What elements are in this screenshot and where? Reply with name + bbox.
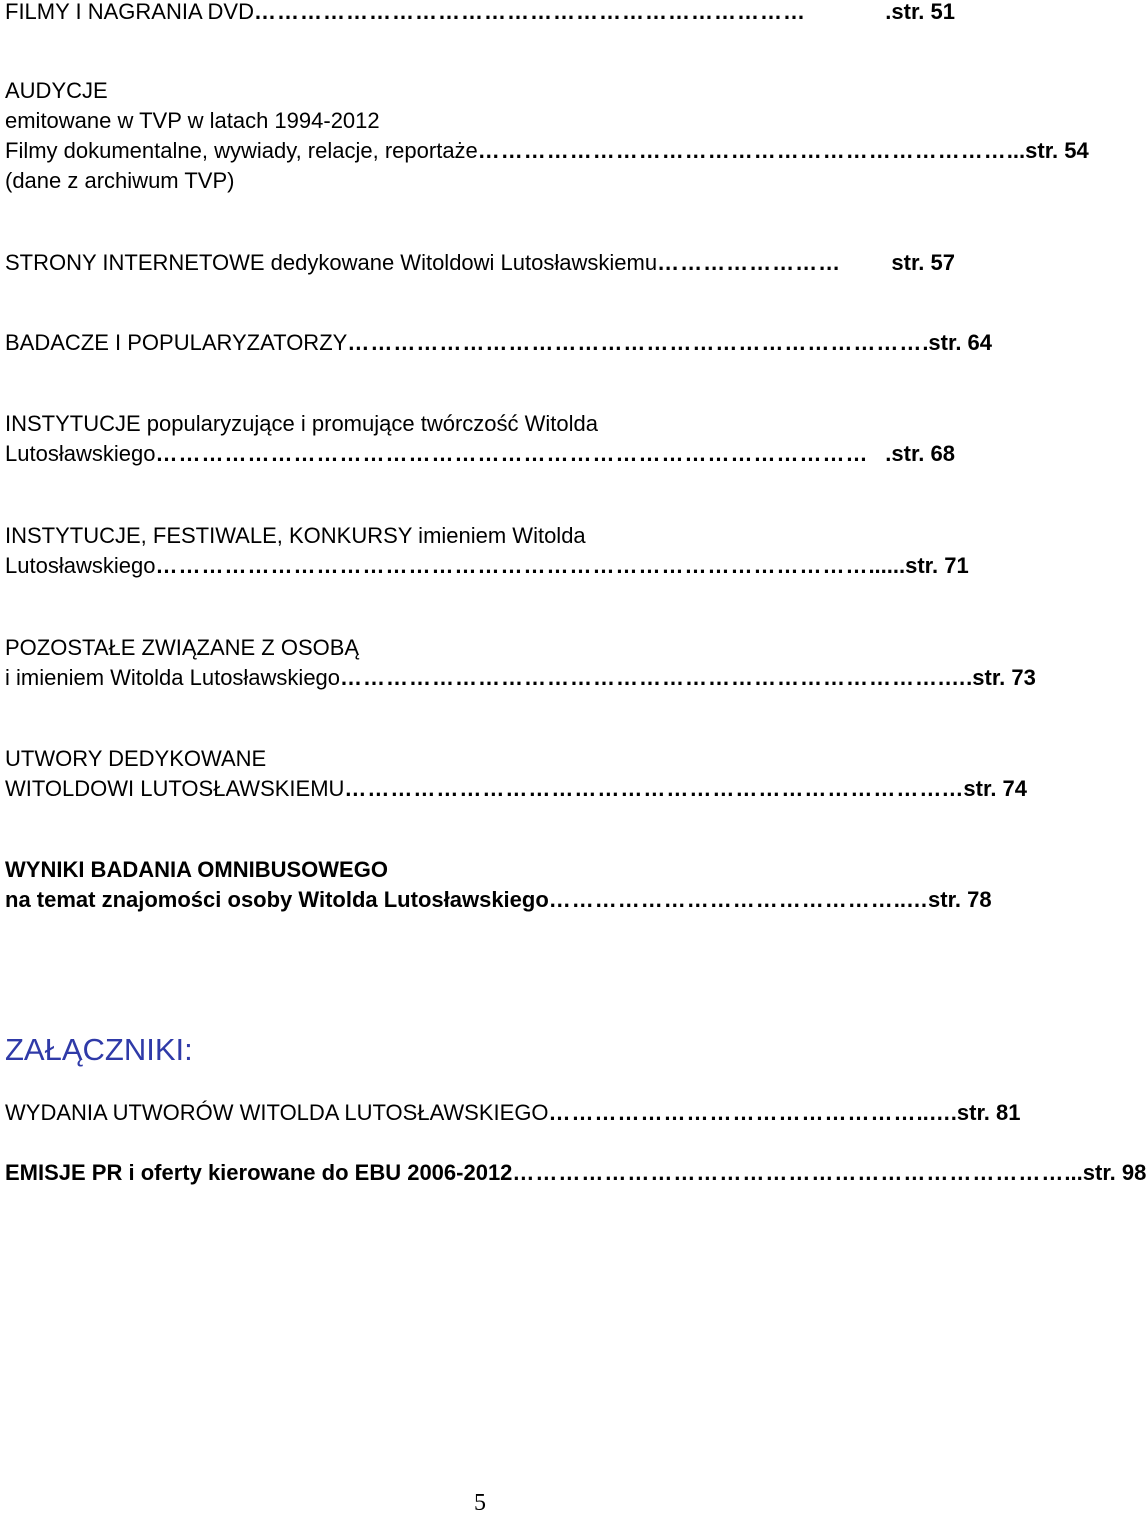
- toc-page-ref: .str. 51: [885, 0, 955, 24]
- toc-leader-dots: ……………………………………………………………………: [340, 665, 939, 690]
- toc-page-ref: str. 57: [891, 250, 955, 275]
- attachments-heading: ZAŁĄCZNIKI:: [5, 1032, 193, 1067]
- toc-entry-title: WITOLDOWI LUTOSŁAWSKIEMU: [5, 776, 345, 801]
- toc-entry-instytucje: [5, 439, 955, 469]
- toc-page-ref: ……str. 74: [919, 776, 1028, 801]
- toc-leader-dots: …………………………………………………………………………………: [155, 553, 869, 578]
- toc-entry-pozostale-title: POZOSTAŁE ZWIĄZANE Z OSOBĄ: [5, 635, 360, 660]
- toc-leader-dots: ……………………: [657, 250, 842, 275]
- toc-entry-title: FILMY I NAGRANIA DVD: [5, 0, 254, 24]
- toc-page-ref: .str. 68: [885, 441, 955, 466]
- toc-entry-audycje-title: AUDYCJE: [5, 78, 108, 103]
- attachment-entry-title: WYDANIA UTWORÓW WITOLDA LUTOSŁAWSKIEGO: [5, 1100, 549, 1125]
- attachment-entry-emisje: [5, 1158, 1146, 1188]
- toc-entry-audycje-subtitle: emitowane w TVP w latach 1994-2012: [5, 108, 380, 133]
- toc-page-ref: .….str. 73: [938, 665, 1036, 690]
- toc-page-ref: ...str. 54: [1006, 138, 1089, 163]
- attachment-entry-wydania: [5, 1098, 1021, 1128]
- toc-page-ref: ..…str. 78: [893, 887, 992, 912]
- page-number: 5: [474, 1490, 486, 1516]
- toc-entry-strony: [5, 248, 955, 278]
- toc-entry-audycje-note: (dane z archiwum TVP): [5, 168, 235, 193]
- toc-page-ref: ......str. 71: [868, 553, 969, 578]
- toc-leader-dots: …………………………………………………………………: [347, 330, 923, 355]
- toc-entry-festiwale-title: INSTYTUCJE, FESTIWALE, KONKURSY imieniem Witolda: [5, 523, 586, 548]
- toc-page-ref: .str. 64: [922, 330, 993, 355]
- toc-entry-filmy: [5, 0, 955, 27]
- toc-entry-title: Lutosławskiego: [5, 441, 156, 466]
- toc-entry-title: BADACZE I POPULARYZATORZY: [5, 330, 348, 355]
- toc-entry-title: i imieniem Witolda Lutosławskiego: [5, 665, 341, 690]
- toc-leader-dots: …………………………………………………………………………………: [155, 441, 869, 466]
- attachment-entry-title: EMISJE PR i oferty kierowane do EBU 2006-2012: [5, 1160, 513, 1185]
- toc-entry-wyniki: [5, 885, 992, 915]
- toc-leader-dots: …………………………………………: [548, 1100, 917, 1125]
- toc-leader-dots: ………………………………………………………………: [512, 1160, 1065, 1185]
- toc-leader-dots: ………………………………………………………………: [253, 0, 806, 24]
- toc-entry-badacze: [5, 328, 993, 358]
- toc-page-ref: ...str. 98: [1064, 1160, 1146, 1185]
- toc-entry-utwory: [5, 774, 1028, 804]
- toc-entry-festiwale: [5, 551, 969, 581]
- toc-entry-title: Lutosławskiego: [5, 553, 156, 578]
- toc-leader-dots: …………………………………………………………………: [344, 776, 920, 801]
- toc-entry-title: Filmy dokumentalne, wywiady, relacje, reportaże: [5, 138, 478, 163]
- toc-entry-utwory-title: UTWORY DEDYKOWANE: [5, 746, 267, 771]
- toc-leader-dots: ……………………………………………………………: [477, 138, 1007, 163]
- toc-entry-instytucje-title: INSTYTUCJE popularyzujące i promujące twórczość Witolda: [5, 411, 598, 436]
- toc-entry-audycje: [5, 136, 1089, 166]
- toc-leader-dots: ………………………………………: [548, 887, 894, 912]
- toc-entry-wyniki-title: WYNIKI BADANIA OMNIBUSOWEGO: [5, 857, 388, 882]
- toc-entry-title: na temat znajomości osoby Witolda Lutosławskiego: [5, 887, 549, 912]
- toc-entry-title: STRONY INTERNETOWE dedykowane Witoldowi Lutosławskiemu: [5, 250, 658, 275]
- toc-page-ref: ..….str. 81: [916, 1100, 1021, 1125]
- toc-entry-pozostale: [5, 663, 1036, 693]
